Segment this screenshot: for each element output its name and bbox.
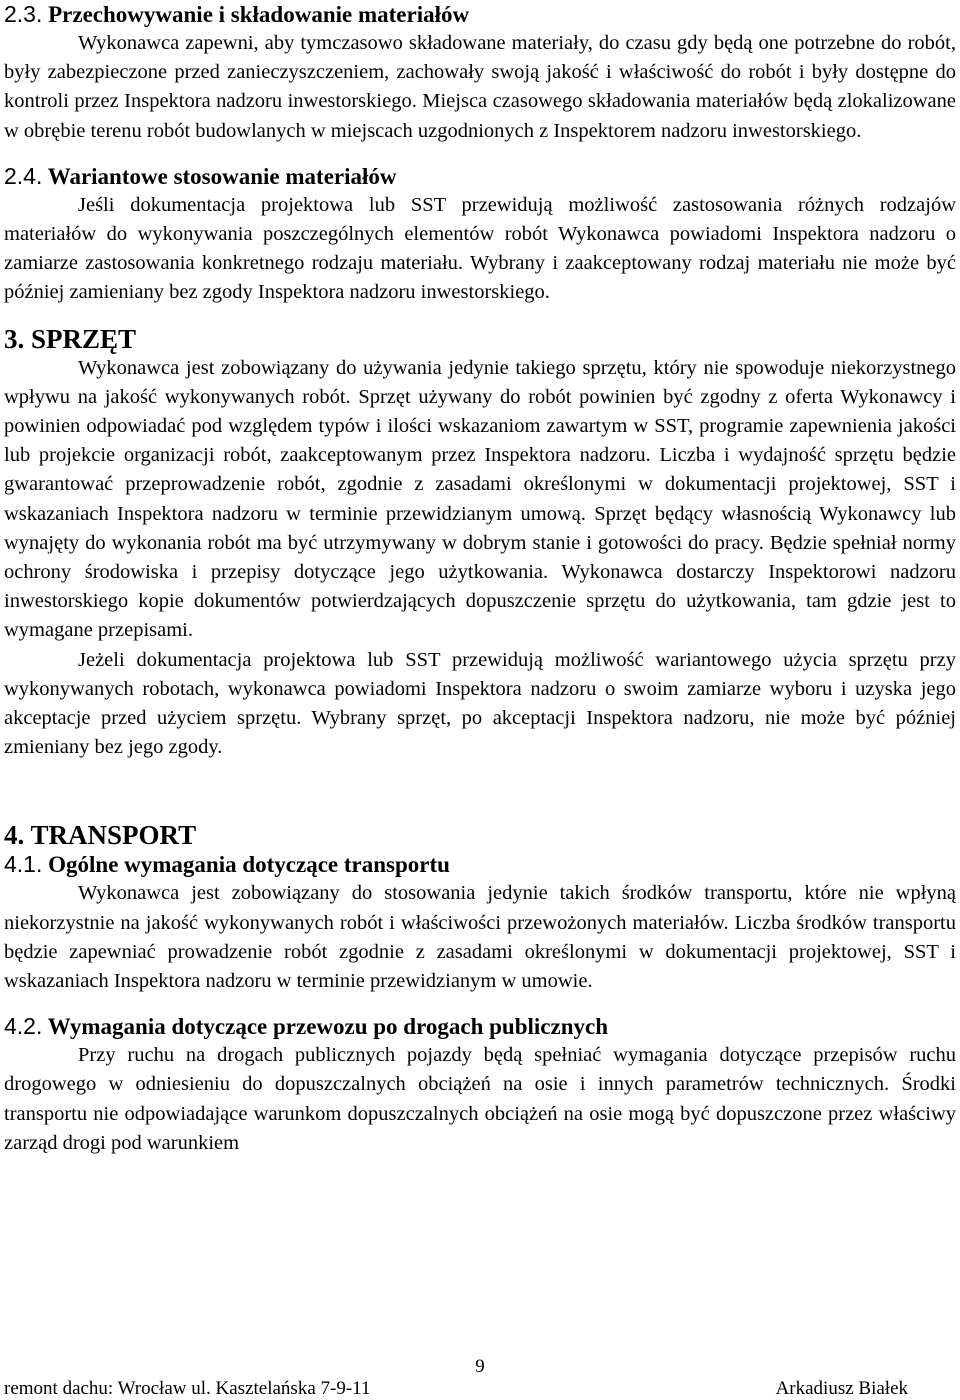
- section-heading-2-3: [4, 0, 956, 29]
- page-footer: [4, 1378, 908, 1400]
- section-number: 2.3.: [4, 1, 43, 27]
- section-heading-4-2: [4, 1012, 956, 1041]
- section-heading-3: 3. SPRZĘT: [4, 323, 137, 354]
- section-title: Przechowywanie i składowanie materiałów: [48, 2, 470, 27]
- section-2-4-paragraph: Jeśli dokumentacja projektowa lub SST przewidują możliwość zastosowania różnych rodzajów materiałów do wykonywania poszczególnych elementów robót Wykonawca powiadomi Inspektora nadzoru o zamiarze zastosowania konkretnego rodzaju materiału. Wybrany i zaakceptowany rodzaj materiału nie może być później zamieniany bez zgody Inspektora nadzoru inwestorskiego.: [4, 193, 956, 304]
- section-3-paragraph-1: Wykonawca jest zobowiązany do używania jedynie takiego sprzętu, który nie spowoduje niekorzystnego wpływu na jakość wykonywanych robót. Sprzęt używany do robót powinien być zgodny z oferta Wykonawcy i powinien odpowiadać pod względem typów i ilości wskazaniom zawartym w SST, programie zapewnienia jakości lub projekcie organizacji robót, zaakceptowanym przez Inspektora nadzoru. Liczba i wydajność sprzętu będzie gwarantować przeprowadzenie robót, zgodnie z zasadami określonymi w dokumentacji projektowej, SST i wskazaniach Inspektora nadzoru w terminie przewidzianym umową. Sprzęt będący własnością Wykonawcy lub wynajęty do wykonania robót ma być utrzymywany w dobrym stanie i gotowości do pracy. Będzie spełniał normy ochrony środowiska i przepisy dotyczące jego użytkowania. Wykonawca dostarczy Inspektorowi nadzoru inwestorskiego kopie dokumentów potwierdzających dopuszczenie sprzętu do użytkowania, tam gdzie jest to wymagane przepisami.: [4, 356, 956, 642]
- section-heading-4-1: [4, 850, 956, 879]
- section-title: Ogólne wymagania dotyczące transportu: [48, 852, 450, 878]
- section-title: Wariantowe stosowanie materiałów: [47, 163, 397, 189]
- section-4-1-paragraph: Wykonawca jest zobowiązany do stosowania jedynie takich środków transportu, które nie wpłyną niekorzystnie na jakość wykonywanych robót i właściwości przewożonych materiałów. Liczba środków transportu będzie zapewniać prowadzenie robót zgodnie z zasadami określonymi w dokumentacji projektowej, SST i wskazaniach Inspektora nadzoru w terminie przewidzianym w umowie.: [4, 882, 956, 993]
- section-number: 2.4.: [4, 162, 43, 189]
- page-number: 9: [475, 1356, 485, 1377]
- section-heading-2-4: [4, 162, 956, 191]
- section-4-2-paragraph: Przy ruchu na drogach publicznych pojazdy będą spełniać wymagania dotyczące przepisów ruchu drogowego w odniesieniu do dopuszczalnych obciążeń na osie i innych parametrów technicznych. Środki transportu nie odpowiadające warunkom dopuszczalnych obciążeń na osie mogą być dopuszczone przez właściwy zarząd drogi pod warunkiem: [4, 1044, 956, 1154]
- footer-left-text: remont dachu: Wrocław ul. Kasztelańska 7-9-11: [4, 1378, 371, 1399]
- footer-author: Arkadiusz Białek: [775, 1378, 908, 1399]
- document-page: [4, 0, 956, 1158]
- section-number: 4.1.: [4, 851, 43, 878]
- section-title: Wymagania dotyczące przewozu po drogach publicznych: [47, 1014, 609, 1040]
- section-2-3-paragraph: Wykonawca zapewni, aby tymczasowo składowane materiały, do czasu gdy będą one potrzebne do robót, były zabezpieczone przed zanieczyszczeniem, zachowały swoją jakość i właściwość do robót i były dostępne do kontroli przez Inspektora nadzoru inwestorskiego. Miejsca czasowego składowania materiałów będą zlokalizowane w obrębie terenu robót budowlanych w miejscach uzgodnionych z Inspektorem nadzoru inwestorskiego.: [4, 32, 956, 142]
- section-number: 4.2.: [4, 1013, 43, 1040]
- section-heading-4: 4. TRANSPORT: [4, 820, 197, 851]
- section-3-paragraph-2: Jeżeli dokumentacja projektowa lub SST przewidują możliwość wariantowego użycia sprzętu przy wykonywanych robotach, wykonawca powiadomi Inspektora nadzoru o swoim zamiarze wyboru i uzyska jego akceptacje przed użyciem sprzętu. Wybrany sprzęt, po akceptacji Inspektora nadzoru, nie może być później zmieniany bez jego zgody.: [4, 648, 956, 759]
